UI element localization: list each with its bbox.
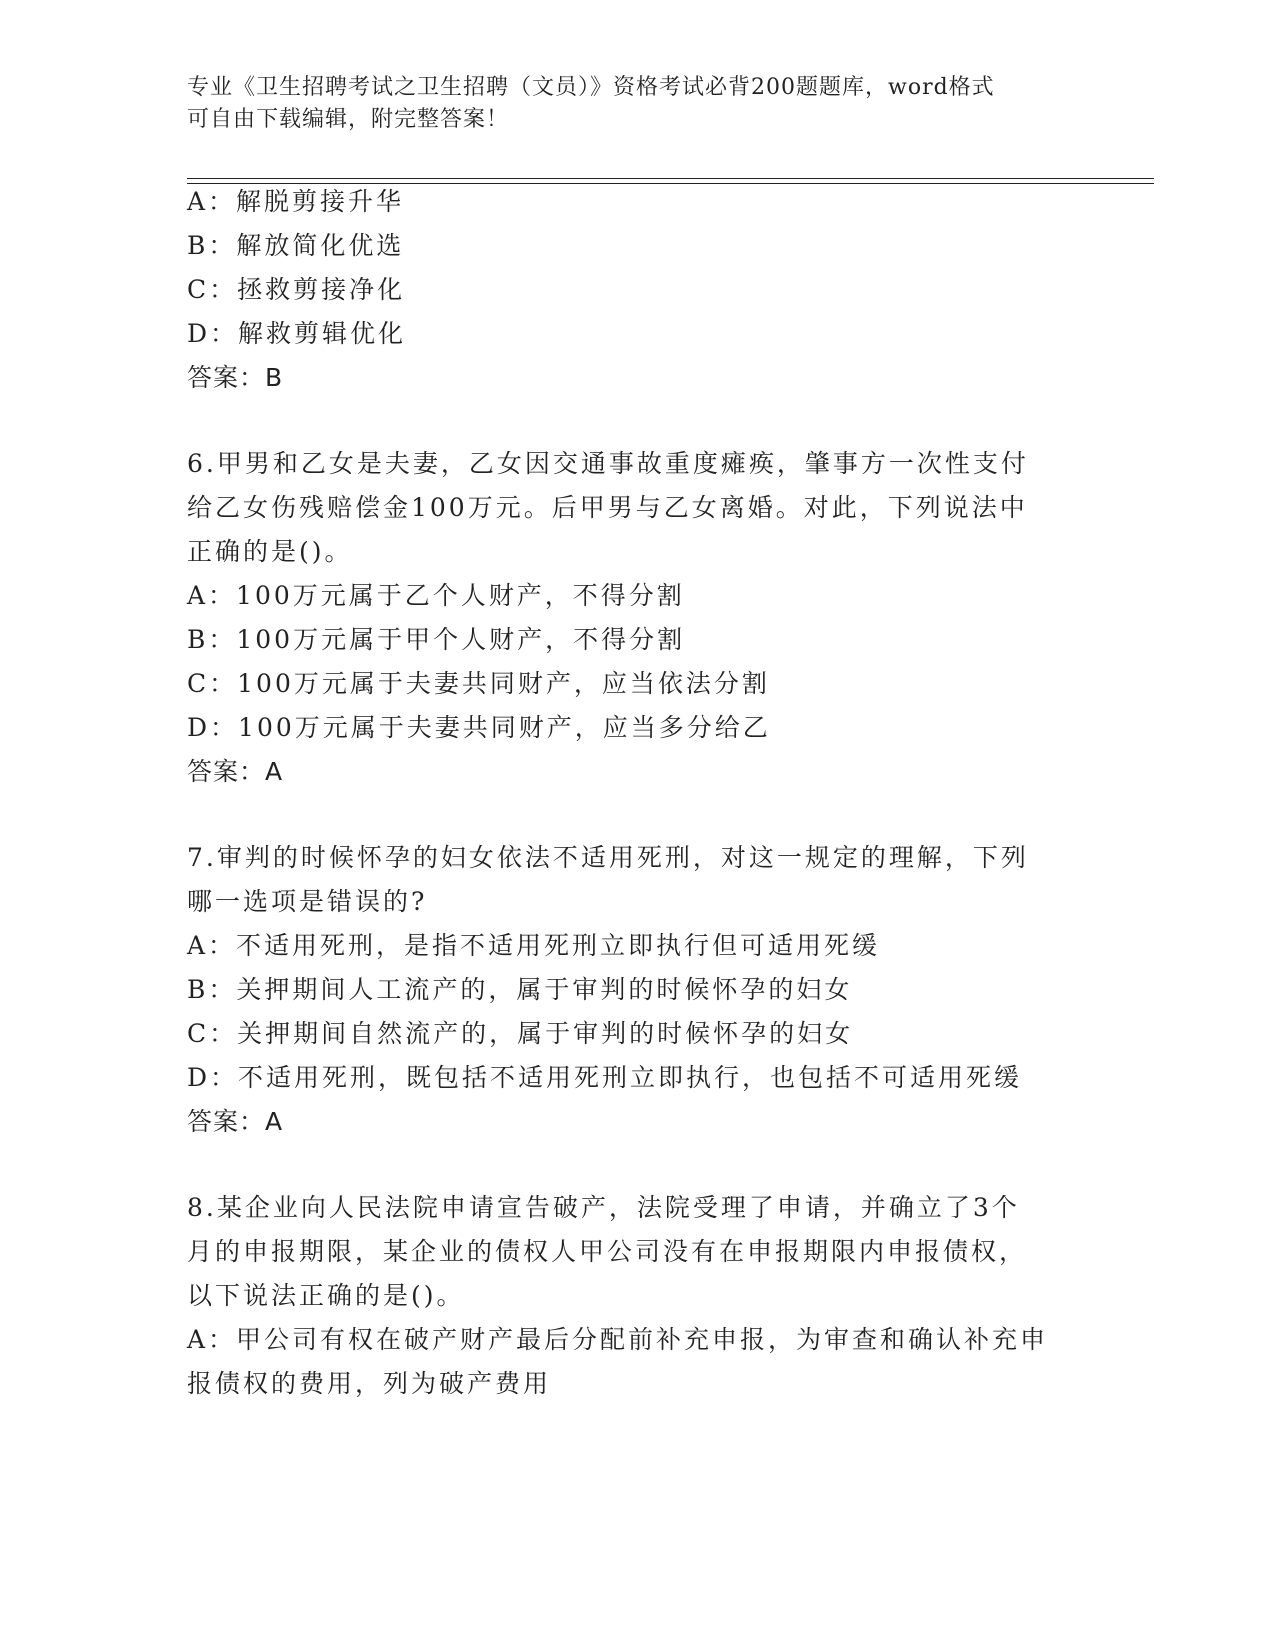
q5-option-d: D：解救剪辑优化 xyxy=(187,319,407,348)
q6-stem-line-2: 给乙女伤残赔偿金100万元。后甲男与乙女离婚。对此，下列说法中 xyxy=(187,493,1028,522)
q8-option-a-line-2: 报债权的费用，列为破产费用 xyxy=(187,1369,552,1398)
q7-option-c: C：关押期间自然流产的，属于审判的时候怀孕的妇女 xyxy=(187,1019,854,1048)
q5-answer: 答案：B xyxy=(187,363,284,392)
q8-stem-line-1: 8.某企业向人民法院申请宣告破产，法院受理了申请，并确立了3个 xyxy=(187,1193,1020,1222)
q8-stem-line-3: 以下说法正确的是()。 xyxy=(187,1281,465,1310)
header-rule-bottom xyxy=(187,183,1154,184)
q7-option-d: D：不适用死刑，既包括不适用死刑立即执行，也包括不可适用死缓 xyxy=(187,1063,1023,1092)
header-rule-top xyxy=(187,178,1154,179)
q6-stem-line-3: 正确的是()。 xyxy=(187,537,353,566)
q7-option-a: A：不适用死刑，是指不适用死刑立即执行但可适用死缓 xyxy=(187,931,881,960)
q6-answer: 答案：A xyxy=(187,757,284,786)
q6-option-a: A：100万元属于乙个人财产，不得分割 xyxy=(187,581,685,610)
q6-option-d: D：100万元属于夫妻共同财产，应当多分给乙 xyxy=(187,713,771,742)
q7-answer: 答案：A xyxy=(187,1107,284,1136)
q6-option-b: B：100万元属于甲个人财产，不得分割 xyxy=(187,625,686,654)
q6-stem-line-1: 6.甲男和乙女是夫妻，乙女因交通事故重度瘫痪，肇事方一次性支付 xyxy=(187,449,1029,478)
q8-option-a-line-1: A：甲公司有权在破产财产最后分配前补充申报，为审查和确认补充申 xyxy=(187,1325,1049,1354)
q7-stem-line-2: 哪一选项是错误的? xyxy=(187,887,428,916)
header-line-2: 可自由下载编辑，附完整答案！ xyxy=(187,107,510,132)
q7-option-b: B：关押期间人工流产的，属于审判的时候怀孕的妇女 xyxy=(187,975,853,1004)
q5-option-b: B：解放简化优选 xyxy=(187,231,405,260)
header-line-1: 专业《卫生招聘考试之卫生招聘（文员）》资格考试必背200题题库，word格式 xyxy=(187,75,995,100)
q6-option-c: C：100万元属于夫妻共同财产，应当依法分割 xyxy=(187,669,770,698)
q8-stem-line-2: 月的申报期限，某企业的债权人甲公司没有在申报期限内申报债权， xyxy=(187,1237,1028,1266)
q5-option-a: A：解脱剪接升华 xyxy=(187,187,405,216)
q5-option-c: C：拯救剪接净化 xyxy=(187,275,406,304)
document-header xyxy=(187,72,1067,136)
q7-stem-line-1: 7.审判的时候怀孕的妇女依法不适用死刑，对这一规定的理解，下列 xyxy=(187,843,1029,872)
